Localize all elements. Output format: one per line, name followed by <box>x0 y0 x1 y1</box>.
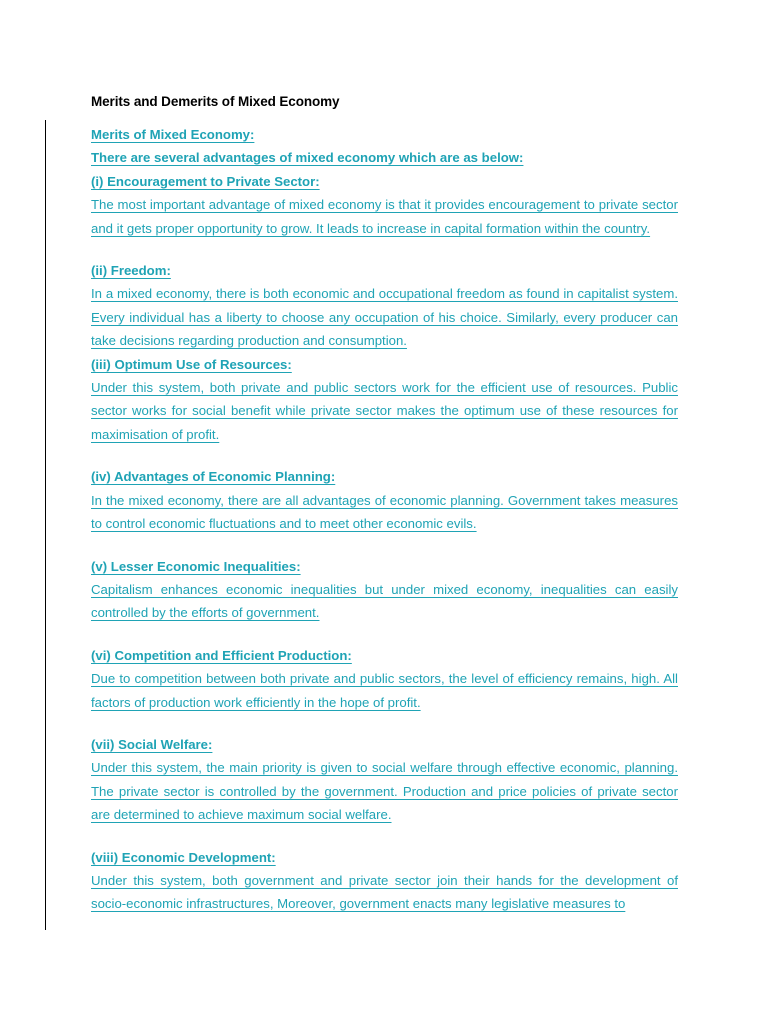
item-heading: (ii) Freedom: <box>91 263 171 279</box>
paragraph-gap <box>91 625 678 644</box>
item-body: Capitalism enhances economic inequalities but under mixed economy, inequalities can easily controlled by the efforts of government. <box>91 581 678 621</box>
paragraph-gap <box>91 714 678 733</box>
item-body: The most important advantage of mixed economy is that it provides encouragement to private sector and it gets proper opportunity to grow. It leads to increase in capital formation within the country. <box>91 197 678 236</box>
intro-text: There are several advantages of mixed economy which are as below: <box>91 150 524 166</box>
item-body: Under this system, both government and private sector join their hands for the development of socio-economic infrastructures, Moreover, government enacts many legislative measures to <box>91 872 678 912</box>
paragraph-gap <box>91 827 678 846</box>
item-heading: (iii) Optimum Use of Resources: <box>91 356 292 372</box>
revision-change-bar <box>45 120 46 930</box>
item-heading: (viii) Economic Development: <box>91 849 276 865</box>
document-body <box>91 123 678 916</box>
paragraph-gap <box>91 446 678 465</box>
item-heading: (vi) Competition and Efficient Production: <box>91 647 352 663</box>
paragraph-gap <box>91 536 678 555</box>
section-title: Merits of Mixed Economy: <box>91 127 255 142</box>
item-body: Under this system, both private and public sectors work for the efficient use of resources. Public sector works for social benefit while private sector makes the optimum use of these resources for maximisation of profit. <box>91 380 678 442</box>
item-body: Due to competition between both private and public sectors, the level of efficiency remains, high. All factors of production work efficiently in the hope of profit. <box>91 671 678 710</box>
item-body: In the mixed economy, there are all advantages of economic planning. Government takes measures to control economic fluctuations and to meet other economic evils. <box>91 492 678 532</box>
item-heading: (v) Lesser Economic Inequalities: <box>91 558 301 574</box>
paragraph-gap <box>91 240 678 259</box>
item-heading: (iv) Advantages of Economic Planning: <box>91 469 336 485</box>
item-body: In a mixed economy, there is both economic and occupational freedom as found in capitalist system. Every individual has a liberty to choose any occupation of his choice. Similarly, every producer can take decisions regarding production and consumption. <box>91 286 678 349</box>
item-body: Under this system, the main priority is given to social welfare through effective economic, planning. The private sector is controlled by the government. Production and price policies of private sector are determined to achieve maximum social welfare. <box>91 760 678 823</box>
item-heading: (vii) Social Welfare: <box>91 736 213 752</box>
item-heading: (i) Encouragement to Private Sector: <box>91 173 320 189</box>
document-title: Merits and Demerits of Mixed Economy <box>91 94 340 109</box>
